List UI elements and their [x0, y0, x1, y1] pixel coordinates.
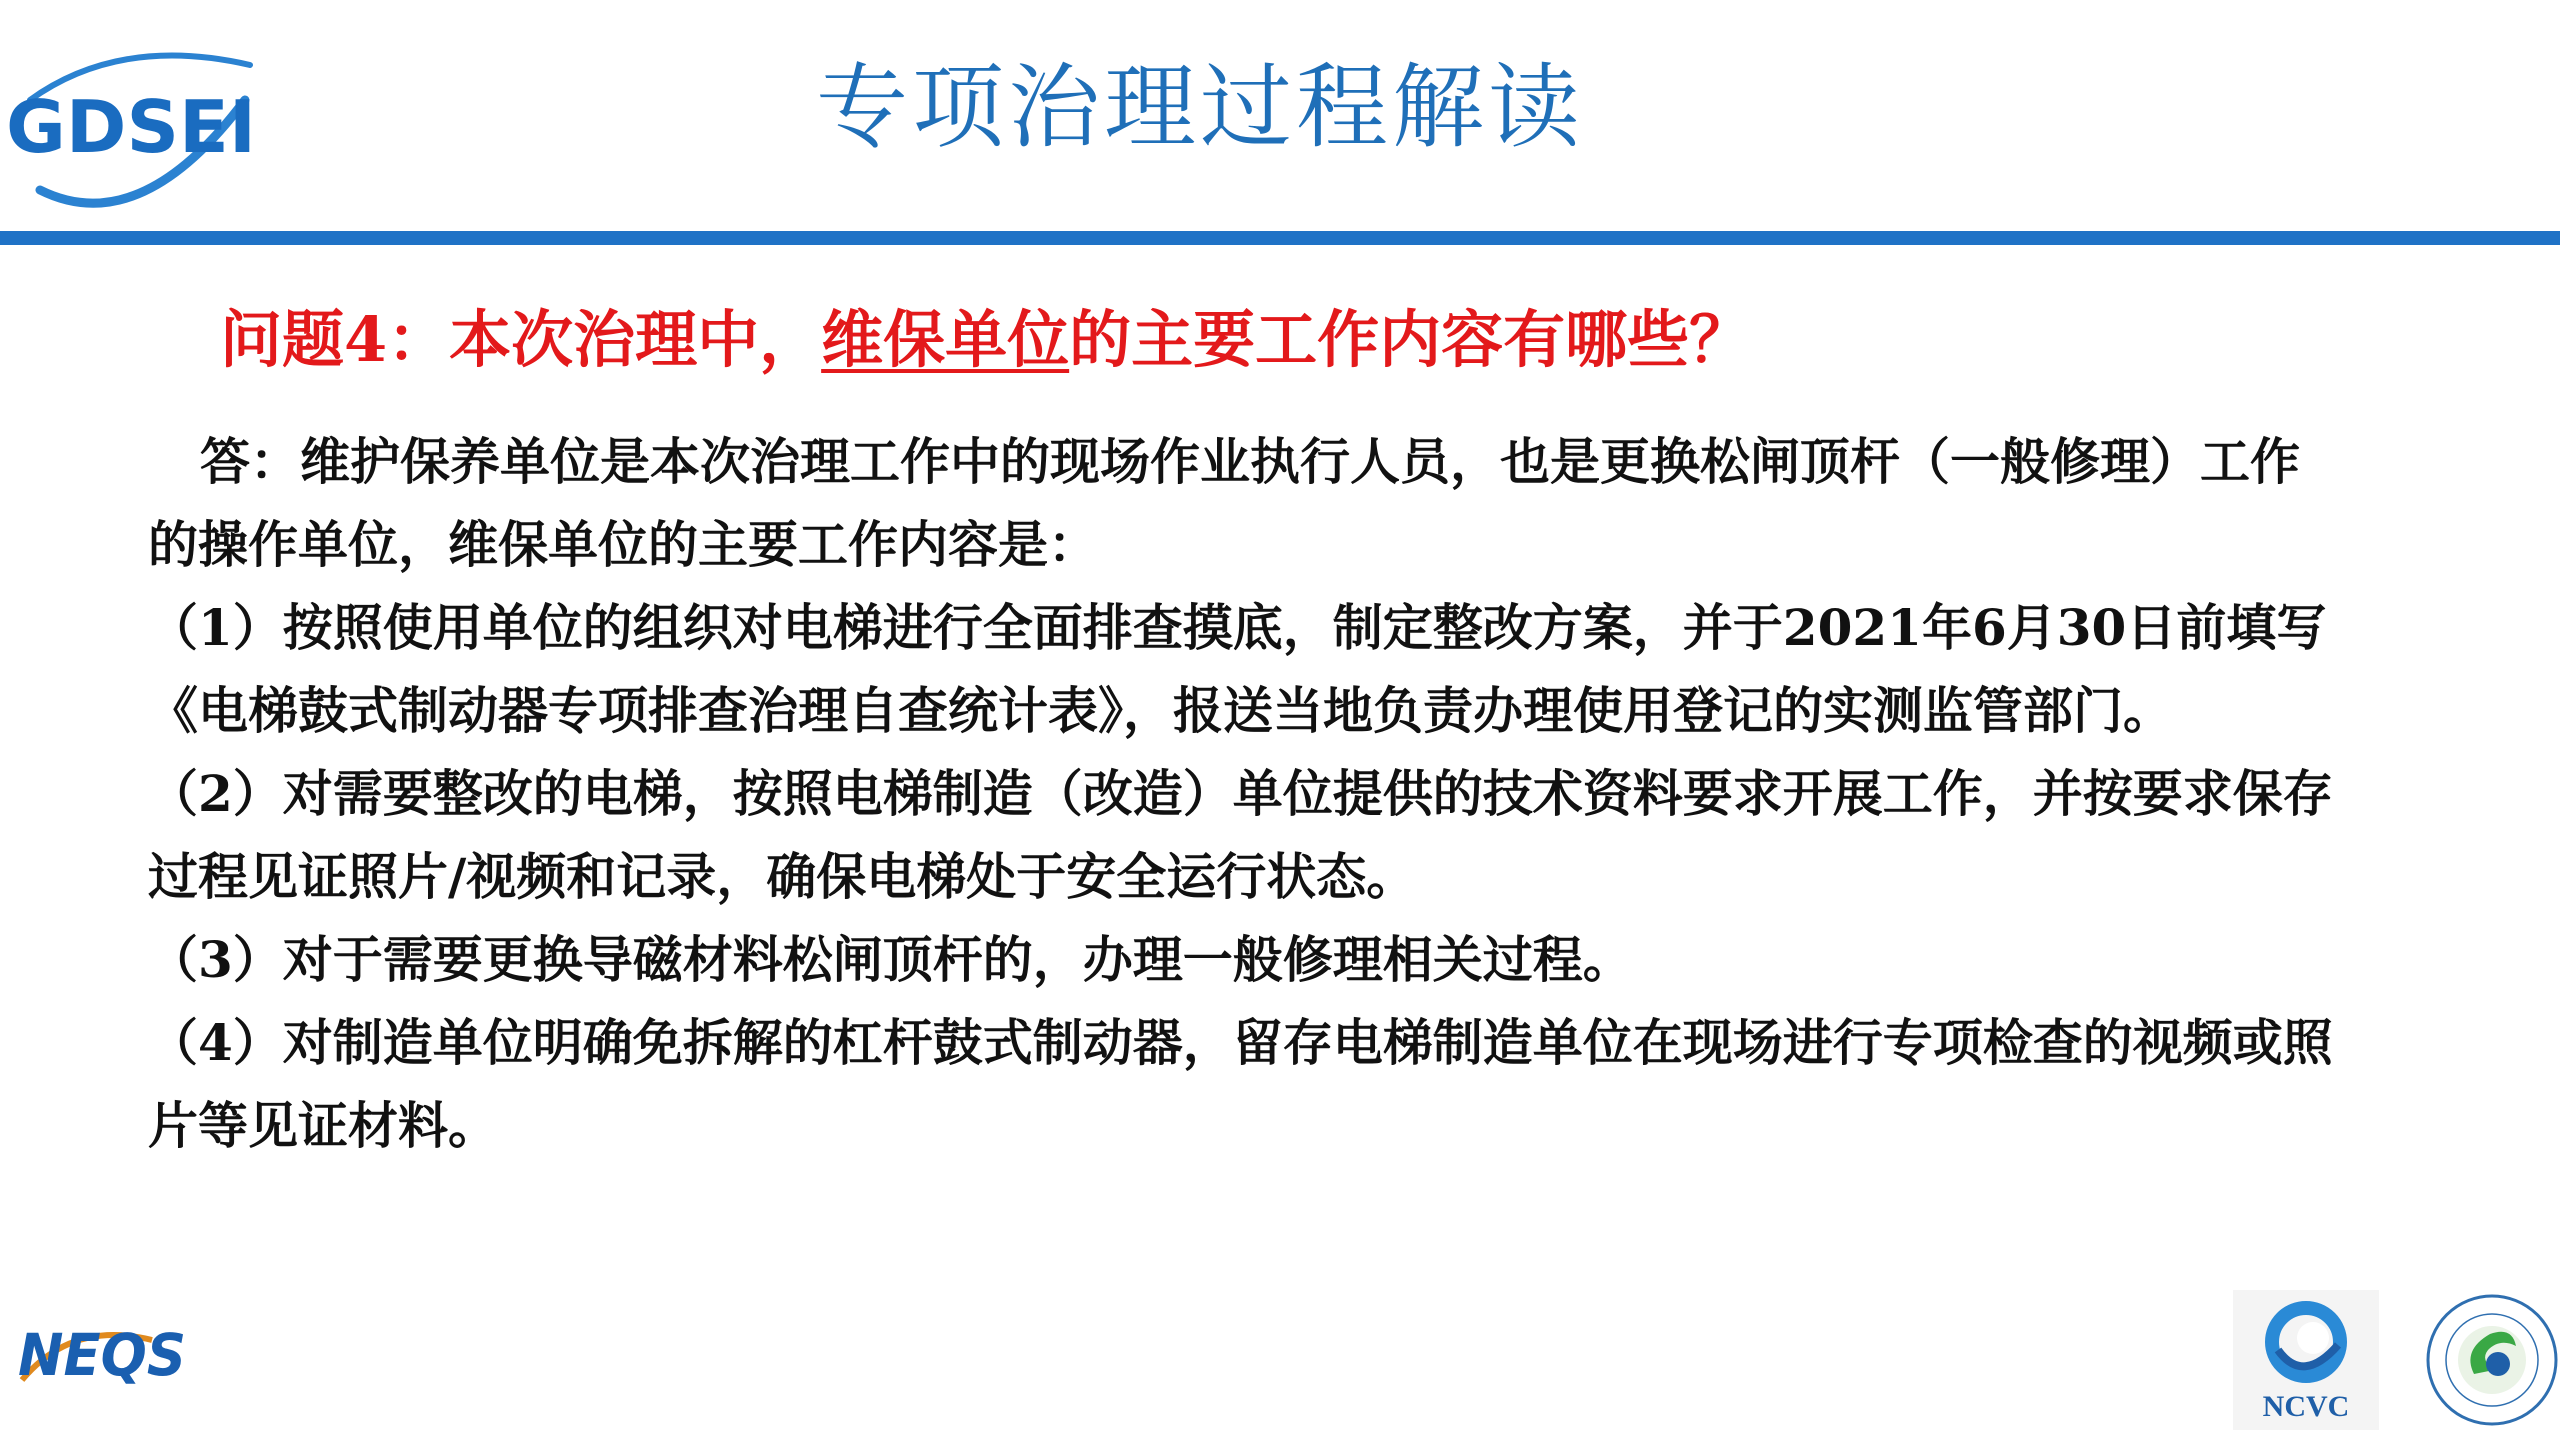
answer-item-1: （1）按照使用单位的组织对电梯进行全面排查摸底，制定整改方案，并于2021年6月30日前填写《电梯鼓式制动器专项排查治理自查统计表》，报送当地负责办理使用登记的实测监管部门。: [148, 598, 2327, 740]
page-title-text: 专项治理过程解读: [815, 54, 1584, 161]
circular-seal-logo: [2422, 1290, 2560, 1430]
neqs-logo: [12, 1300, 192, 1410]
ncvc-logo-text: NCVC: [2262, 1390, 2350, 1423]
answer-item-4: （4）对制造单位明确免拆解的杠杆鼓式制动器，留存电梯制造单位在现场进行专项检查的视频或照片等见证材料。: [148, 1013, 2333, 1155]
header-divider: [0, 231, 2560, 245]
question-suffix: 的主要工作内容有哪些？: [1069, 303, 1752, 376]
answer-body: [148, 420, 2348, 1167]
ncvc-swirl-icon: [2233, 1290, 2379, 1390]
neqs-logo-text: NEQS: [18, 1321, 186, 1389]
ncvc-logo: [2233, 1290, 2379, 1430]
page-title: [0, 48, 2400, 168]
question-heading: [220, 300, 1751, 381]
question-prefix: 问题4：本次治理中，: [220, 303, 822, 376]
answer-intro: 答：维护保养单位是本次治理工作中的现场作业执行人员，也是更换松闸顶杆（一般修理）工作的操作单位，维保单位的主要工作内容是：: [148, 432, 2300, 574]
question-highlight: 维保单位: [821, 303, 1070, 376]
answer-item-3: （3）对于需要更换导磁材料松闸顶杆的，办理一般修理相关过程。: [148, 930, 1633, 989]
gdsei-logo-text: GDSEI: [6, 85, 256, 169]
answer-item-2: （2）对需要整改的电梯，按照电梯制造（改造）单位提供的技术资料要求开展工作，并按要求保存过程见证照片/视频和记录，确保电梯处于安全运行状态。: [148, 764, 2333, 906]
